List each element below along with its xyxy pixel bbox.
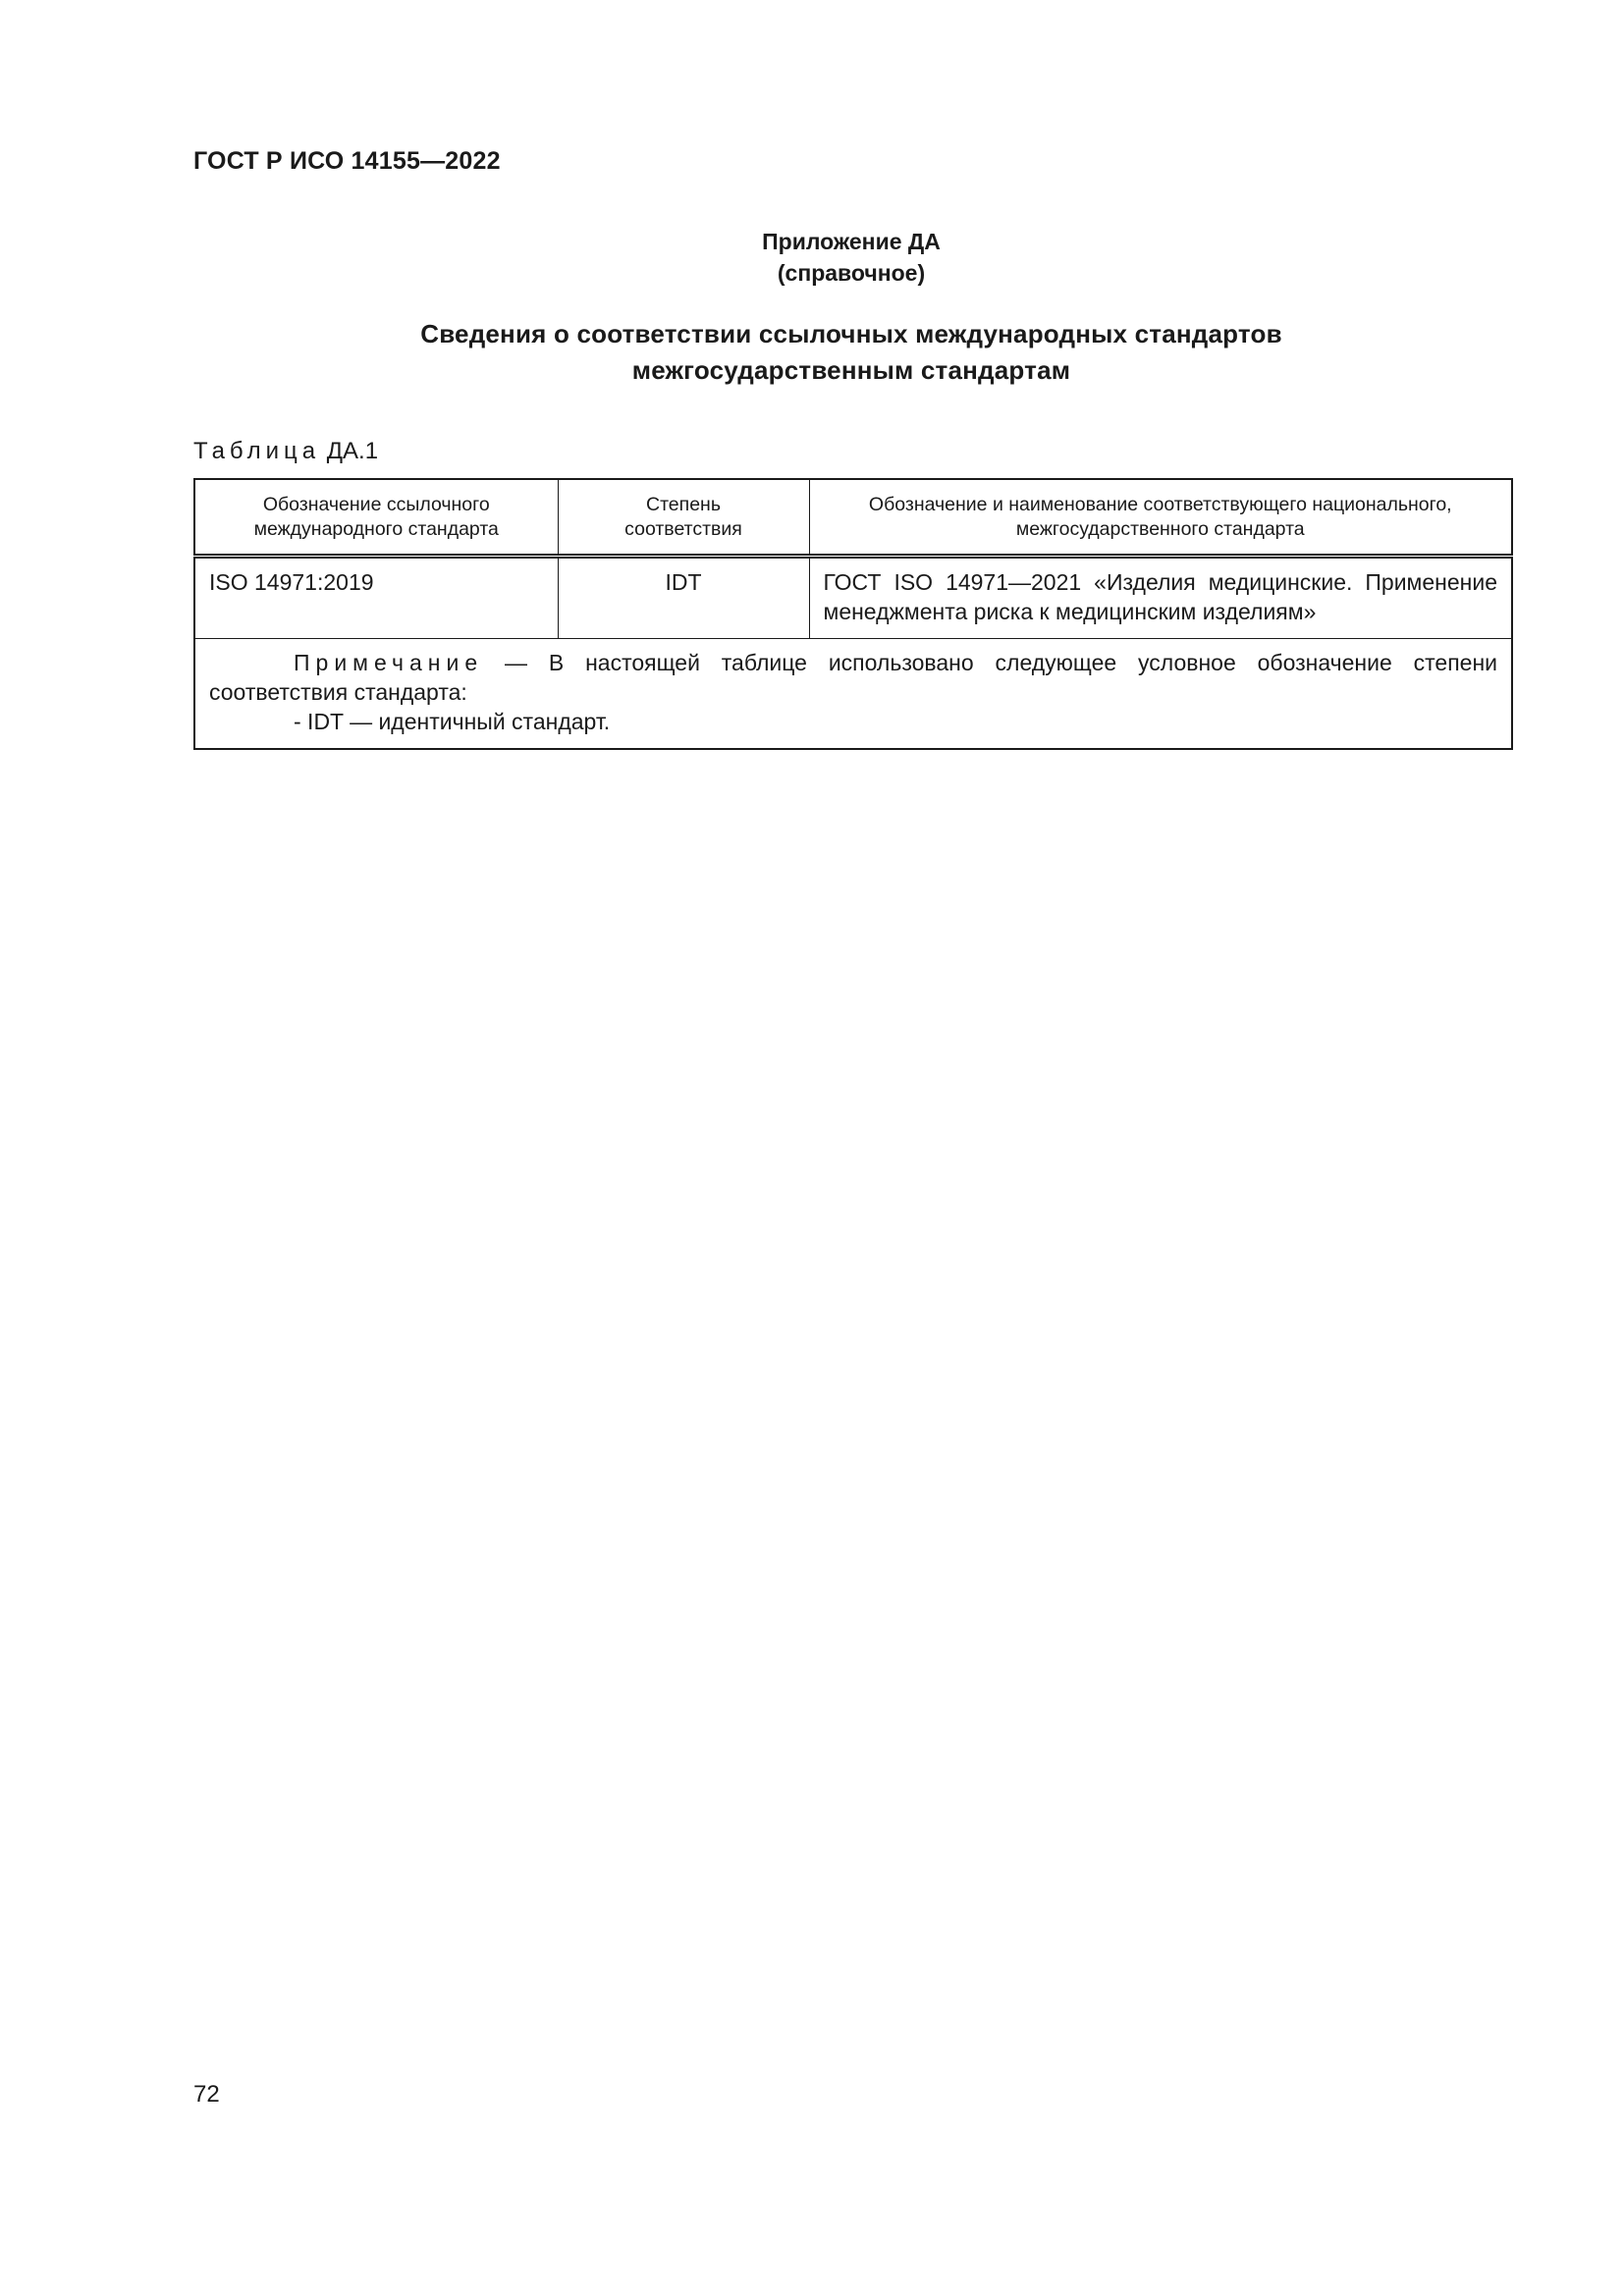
table-caption	[193, 438, 378, 465]
note-text: — В настоящей таблице использовано следующее условное обозначение степени соответствия стандарта:	[209, 650, 1497, 705]
correspondence-table	[193, 478, 1513, 750]
appendix-title-line-1: Сведения о соответствии ссылочных международных стандартов	[420, 319, 1282, 348]
appendix-type: (справочное)	[777, 260, 926, 286]
table-caption-word: Таблица	[193, 438, 321, 464]
column-header-degree-line-2: соответствия	[624, 518, 742, 540]
note-paragraph	[209, 648, 1497, 707]
column-header-reference	[194, 479, 558, 557]
cell-national-standard: ГОСТ ISO 14971—2021 «Изделия медицинские. Применение менеджмента риска к медицинским изделиям»	[809, 557, 1512, 639]
cell-reference-standard: ISO 14971:2019	[194, 557, 558, 639]
table-note-row	[194, 639, 1512, 750]
appendix-title-line-2: межгосударственным стандартам	[631, 355, 1071, 385]
note-label: Примечание	[294, 650, 484, 675]
cell-degree: IDT	[558, 557, 809, 639]
appendix-title	[0, 316, 1624, 389]
column-header-national	[809, 479, 1512, 557]
table-header-row	[194, 479, 1512, 557]
appendix-label: Приложение ДА	[762, 229, 941, 254]
table-note	[194, 639, 1512, 750]
column-header-reference-line-1: Обозначение ссылочного	[262, 494, 490, 515]
table-caption-number: ДА.1	[326, 438, 379, 464]
column-header-reference-line-2: международного стандарта	[253, 518, 499, 540]
column-header-degree-line-1: Степень	[646, 494, 721, 515]
column-header-national-line-2: межгосударственного стандарта	[1015, 518, 1305, 540]
document-code-header: ГОСТ Р ИСО 14155—2022	[193, 147, 501, 175]
appendix-heading	[0, 226, 1624, 289]
table-row	[194, 557, 1512, 639]
column-header-national-line-1: Обозначение и наименование соответствующего национального,	[868, 494, 1452, 515]
note-list-item: - IDT — идентичный стандарт.	[294, 709, 611, 734]
column-header-degree	[558, 479, 809, 557]
page-number: 72	[193, 2081, 220, 2108]
